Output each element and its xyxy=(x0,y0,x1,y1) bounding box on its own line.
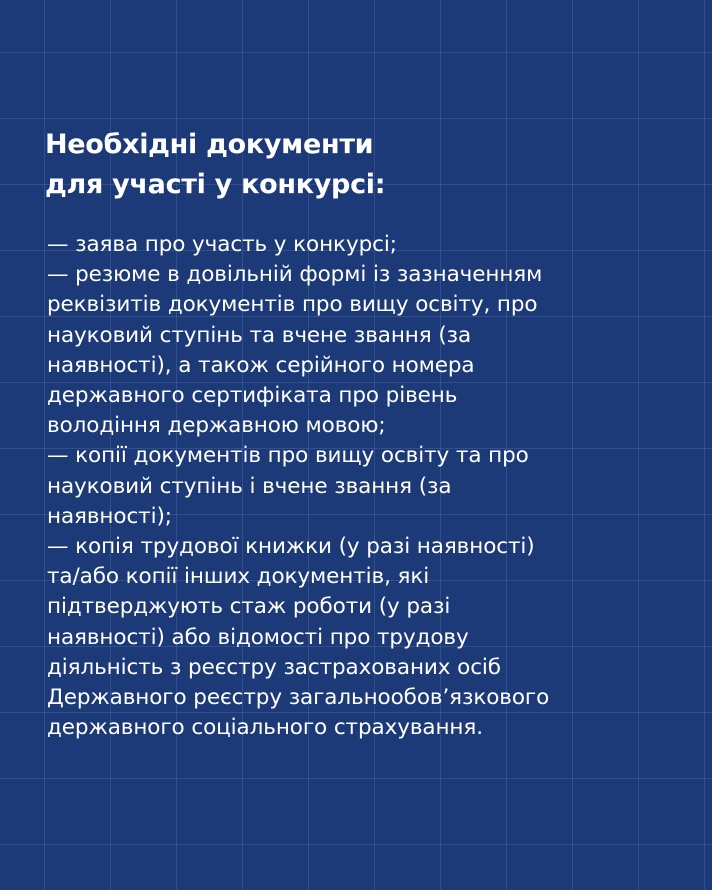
page-title xyxy=(45,125,665,205)
title-line: для участі у конкурсі: xyxy=(45,169,386,200)
text-line: — копія трудової книжки (у разі наявності) xyxy=(47,534,535,560)
text-line: наявності) або відомості про трудову xyxy=(47,624,469,650)
title-line: Необхідні документи xyxy=(45,129,374,160)
text-line: — копії документів про вищу освіту та про xyxy=(47,443,529,469)
documents-list xyxy=(47,230,687,743)
text-line: науковий ступінь та вчене звання (за xyxy=(47,322,472,348)
text-line: реквізитів документів про вищу освіту, про xyxy=(47,292,538,318)
text-line: Державного реєстру загальнообов’язкового xyxy=(47,685,550,711)
text-line: володіння державною мовою; xyxy=(47,413,386,439)
text-line: — резюме в довільній формі із зазначенням xyxy=(47,262,543,288)
text-line: наявності), а також серійного номера xyxy=(47,352,475,378)
text-line: державного соціального страхування. xyxy=(47,715,483,741)
text-line: та/або копії інших документів, які xyxy=(47,564,430,590)
text-line: державного сертифіката про рівень xyxy=(47,383,458,409)
text-line: — заява про участь у конкурсі; xyxy=(47,232,397,257)
text-line: підтверджують стаж роботи (у разі xyxy=(47,594,451,620)
text-line: діяльність з реєстру застрахованих осіб xyxy=(47,654,501,680)
text-line: науковий ступінь і вчене звання (за xyxy=(47,473,452,499)
text-line: наявності); xyxy=(47,503,172,529)
